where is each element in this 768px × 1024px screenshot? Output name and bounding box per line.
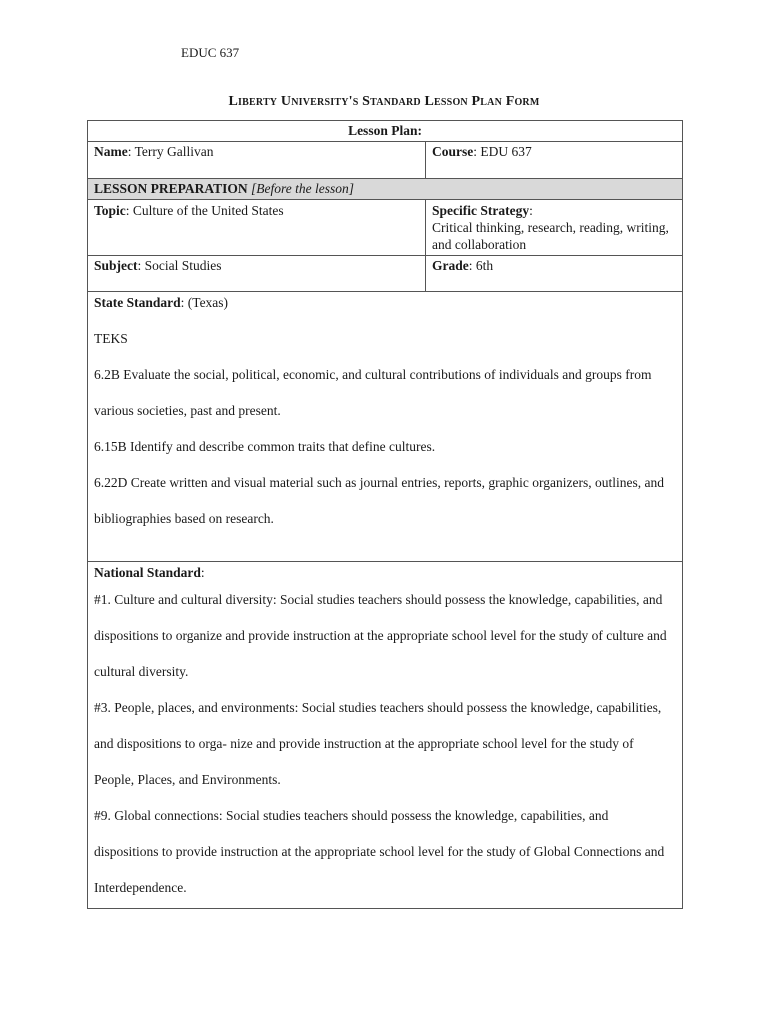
lesson-preparation-header (88, 179, 683, 200)
national-item: #3. People, places, and environments: Social studies teachers should possess the knowledge, capabilities, and dispositions to orga- nize and provide instruction at the appropriate school level for the study of People, Places, and Environments. (94, 700, 662, 787)
state-standard-label: State Standard (94, 295, 181, 310)
name-cell (88, 142, 426, 179)
topic-cell (88, 200, 426, 256)
strategy-value: Critical thinking, research, reading, writing, and collaboration (432, 220, 669, 252)
grade-cell (426, 256, 683, 292)
course-cell (426, 142, 683, 179)
topic-value: : Culture of the United States (125, 203, 284, 218)
teks-label: TEKS (94, 331, 128, 346)
course-code-header: EDUC 637 (181, 45, 240, 60)
strategy-colon: : (529, 203, 533, 218)
lesson-plan-heading: Lesson Plan: (88, 121, 683, 142)
state-item: 6.22D Create written and visual material such as journal entries, reports, graphic organizers, outlines, and bibliographies based on research. (94, 475, 664, 526)
national-standard-colon: : (200, 565, 205, 580)
national-item: #9. Global connections: Social studies teachers should possess the knowledge, capabilities, and dispositions to provide instruction at the appropriate school level for the study of Global Connections and Interdependence. (94, 808, 665, 895)
state-standard-value: : (Texas) (180, 295, 229, 310)
name-value: : Terry Gallivan (127, 144, 214, 159)
subject-label: Subject (94, 258, 138, 273)
subject-cell (88, 256, 426, 292)
name-label: Name (94, 144, 128, 159)
course-label: Course (432, 144, 474, 159)
topic-label: Topic (94, 203, 126, 218)
strategy-cell (426, 200, 683, 256)
state-item: 6.15B Identify and describe common traits that define cultures. (94, 439, 436, 454)
national-standard-cell (88, 562, 683, 909)
lesson-plan-table (87, 120, 683, 909)
prep-note: [Before the lesson] (251, 181, 355, 196)
grade-label: Grade (432, 258, 469, 273)
strategy-label: Specific Strategy (432, 203, 530, 218)
national-item: #1. Culture and cultural diversity: Social studies teachers should possess the knowledge, capabilities, and dispositions to organize and provide instruction at the appropriate school level for the study of culture and cultural diversity. (94, 592, 667, 679)
grade-value: : 6th (468, 258, 494, 273)
state-item: 6.2B Evaluate the social, political, economic, and cultural contributions of individuals and groups from various societies, past and present. (94, 367, 652, 418)
subject-value: : Social Studies (137, 258, 222, 273)
course-value: : EDU 637 (473, 144, 532, 159)
prep-label: LESSON PREPARATION (94, 181, 248, 196)
national-standard-label: National Standard (94, 565, 201, 580)
document-title: Liberty University's Standard Lesson Plan Form (228, 94, 540, 109)
state-standard-cell (88, 292, 683, 562)
